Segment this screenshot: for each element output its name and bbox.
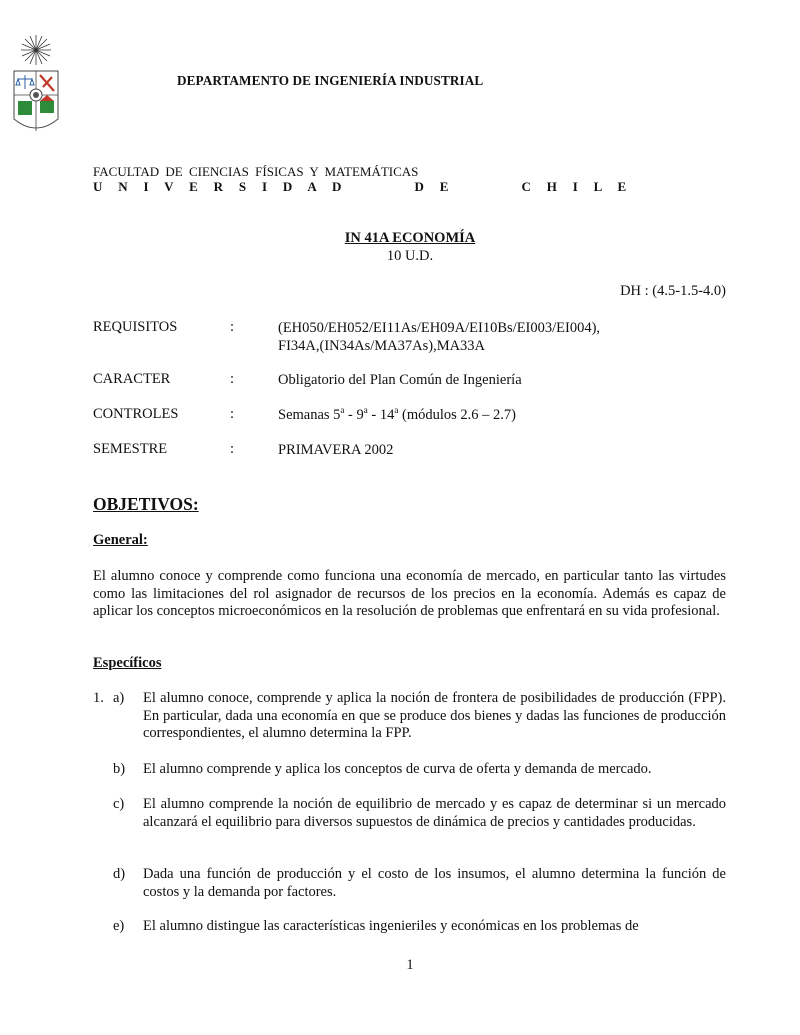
semestre-label: SEMESTRE <box>93 441 168 457</box>
course-dh: DH : (4.5-1.5-4.0) <box>620 283 726 299</box>
requisitos-line-2: FI34A,(IN34As/MA37As),MA33A <box>278 338 486 354</box>
requisitos-line-1: (EH050/EH052/EI11As/EH09A/EI10Bs/EI003/EI004), <box>278 320 601 336</box>
controles-value <box>278 406 728 424</box>
controles-sup-1: a <box>340 405 345 416</box>
course-title: IN 41A ECONOMÍA <box>344 230 476 246</box>
caracter-colon: : <box>230 371 235 387</box>
especificos-heading: Específicos <box>93 655 162 671</box>
general-paragraph: El alumno conoce y comprende como funciona una economía de mercado, en particular tanto las virtudes como las limitaciones del rol asignador de recursos de los precios en la economía. Además es capaz de aplicar los conceptos microeconómicos en la resolución de problemas que enfrentará en su vida profesional. <box>93 568 726 620</box>
semestre-value: PRIMAVERA 2002 <box>278 442 394 458</box>
controles-sup-2: a <box>363 405 368 416</box>
item-text-c: El alumno comprende la noción de equilibrio de mercado y es capaz de determinar si un mercado alcanzará el equilibrio para diversos supuestos de dinámica de precios y cantidades producidas. <box>143 796 726 830</box>
controles-mid-1: - 9 <box>344 407 364 423</box>
item-text-e: El alumno distingue las características ingenieriles y económicas en los problemas de <box>143 918 639 934</box>
controles-colon: : <box>230 406 235 422</box>
item-text-a: El alumno conoce, comprende y aplica la noción de frontera de posibilidades de producción (FPP). En particular, dada una economía en que se produce dos bienes y dadas las funciones de producción correspondientes, el alumno determina la FPP. <box>143 690 726 742</box>
department-title: DEPARTAMENTO DE INGENIERÍA INDUSTRIAL <box>177 73 484 88</box>
page-number: 1 <box>406 957 414 973</box>
requisitos-label: REQUISITOS <box>93 319 178 335</box>
caracter-label: CARACTER <box>93 371 171 387</box>
controles-sup-3: a <box>394 405 399 416</box>
item-text-b: El alumno comprende y aplica los conceptos de curva de oferta y demanda de mercado. <box>143 761 652 777</box>
controles-tail: (módulos 2.6 – 2.7) <box>398 407 516 423</box>
item-letter-e: e) <box>113 918 125 934</box>
requisitos-colon: : <box>230 319 235 335</box>
objetivos-heading: OBJETIVOS: <box>93 494 199 514</box>
item-number: 1. <box>93 690 104 706</box>
controles-label: CONTROLES <box>93 406 179 422</box>
item-letter-a: a) <box>113 690 125 706</box>
course-units: 10 U.D. <box>386 248 434 264</box>
controles-mid-2: - 14 <box>367 407 395 423</box>
semestre-colon: : <box>230 441 235 457</box>
university-line: U N I V E R S I D A D D E C H I L E <box>93 179 633 194</box>
item-letter-c: c) <box>113 796 125 812</box>
item-letter-d: d) <box>113 866 126 882</box>
general-heading: General: <box>93 532 148 548</box>
item-text-d: Dada una función de producción y el costo de los insumos, el alumno determina la función de costos y la demanda por factores. <box>143 866 726 900</box>
controles-semanas: Semanas 5 <box>278 407 341 423</box>
item-letter-b: b) <box>113 761 126 777</box>
university-crest-logo <box>10 33 62 143</box>
caracter-value: Obligatorio del Plan Común de Ingeniería <box>278 372 522 388</box>
faculty-line: FACULTAD DE CIENCIAS FÍSICAS Y MATEMÁTICAS <box>93 164 419 179</box>
requisitos-value <box>278 319 728 355</box>
